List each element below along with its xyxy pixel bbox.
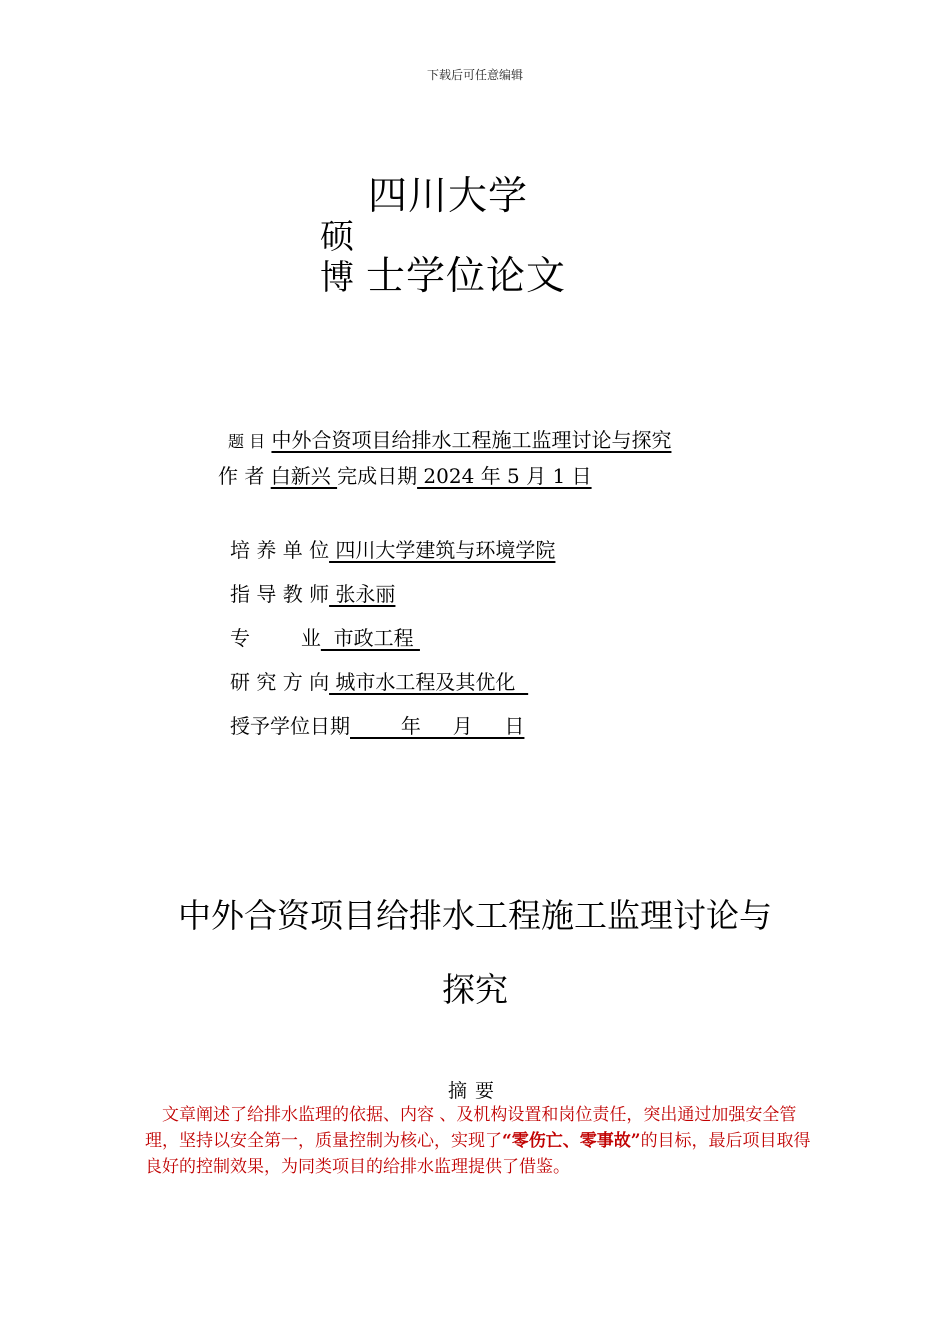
abstract-text-before: 文章阐述了给排水监理的依据、内容 、及机构设置和岗位责任，突出通过加强安全管理，坚持以安全第一，质量控制为核心，实现了: [145, 1105, 797, 1151]
university-name: 四川大学: [368, 174, 529, 219]
unit-value: 四川大学建筑与环境学院: [329, 538, 556, 562]
author-value: 白新兴: [270, 464, 338, 488]
abstract-body: [145, 1102, 817, 1180]
degree-date-value: 年 月 日: [350, 714, 525, 738]
direction-label: 研 究 方 向: [230, 670, 330, 694]
major-label: 专 业: [230, 626, 321, 650]
advisor-label: 指 导 教 师: [230, 582, 330, 606]
main-title-line2: 探究: [442, 970, 508, 1009]
thesis-title-row: [228, 424, 671, 453]
completion-date-value: 2024 年 5 月 1 日: [417, 464, 592, 488]
degree-date-row: [230, 710, 524, 739]
advisor-value: 张永丽: [329, 582, 396, 606]
author-label: 作 者: [218, 464, 265, 488]
main-title-line1: 中外合资项目给排水工程施工监理讨论与: [178, 896, 772, 935]
degree-option-master: 硕: [320, 217, 354, 257]
degree-title: 士学位论文: [366, 254, 567, 299]
unit-row: [230, 534, 555, 563]
unit-label: 培 养 单 位: [230, 538, 330, 562]
header-note: 下载后可任意编辑: [426, 68, 523, 82]
advisor-row: [230, 578, 395, 607]
degree-option-doctor: 博: [320, 258, 354, 298]
direction-value: 城市水工程及其优化: [329, 670, 529, 694]
completion-date-label: 完成日期: [337, 464, 418, 488]
abstract-highlight: “零伤亡、零事故”: [502, 1131, 641, 1151]
research-direction-row: [230, 666, 528, 695]
abstract-heading: 摘要: [447, 1080, 502, 1102]
abstract-text-after: 的目标，最后项目取得良好的控制效果，为同类项目的给排水监理提供了借鉴。: [145, 1131, 811, 1177]
author-row: [218, 460, 592, 489]
major-value: 市政工程: [320, 626, 420, 650]
major-row: [230, 622, 420, 651]
degree-date-label: 授予学位日期: [230, 714, 350, 738]
title-value: 中外合资项目给排水工程施工监理讨论与探究: [271, 428, 672, 452]
title-label: 题 目: [228, 432, 266, 451]
